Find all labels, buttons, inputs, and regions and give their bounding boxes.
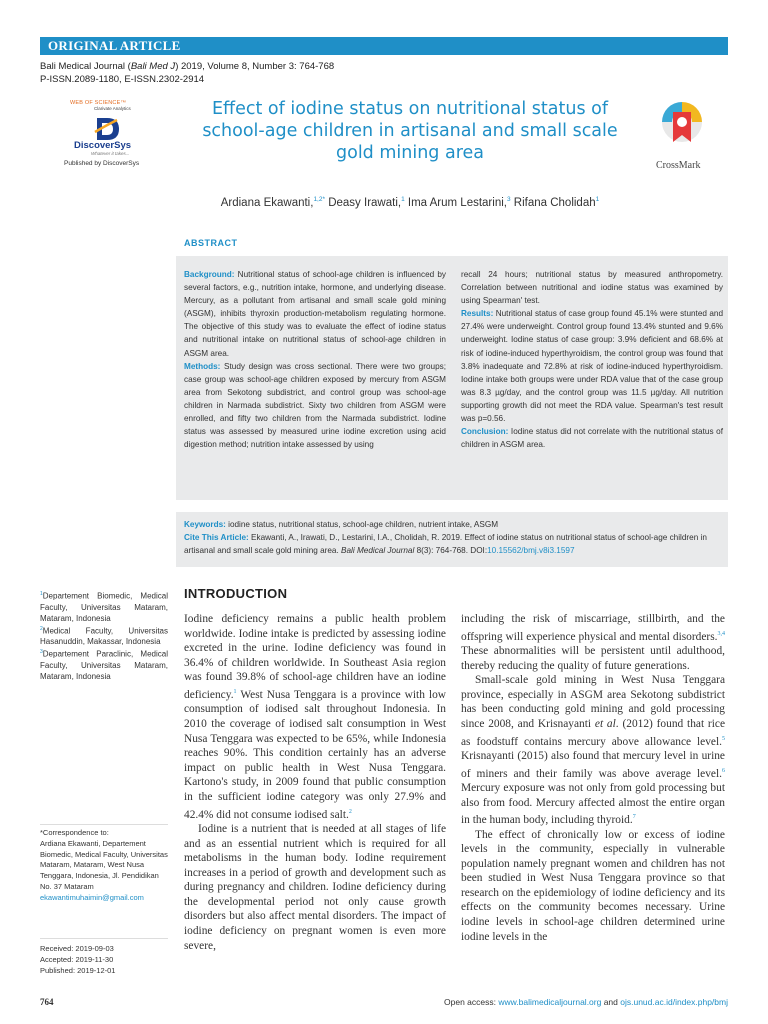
abstract-column-left: Background: Nutritional status of school-age children is influenced by several factors, e.g., nutrition intake, hormone, and underlying disease. Mercury, as a pollutant from artisanal and small scale gold mining (ASGM), inhibits thyroxin production-metabolism regulating hormone. The objective of this study was to evaluate the effect of iodine status and nutritional intake on nutritional status of school-age children in ASGM area. Methods: Study design was cross sectional. There were two groups; case group was school-age children exposed by mercury from ASGM area from Sekotong subdistrict, and control group was school-age children in Narmada subdistrict. Sixty two children from ASGM were enrolled, and fifty two children from the Narmada subdistrict. Iodine status was assessed by measured urine iodine excretion using acid digestion method; nutrition intake assessed by using bbox=[184, 270, 446, 450]
crossmark-icon[interactable] bbox=[660, 98, 704, 156]
section-heading-introduction: INTRODUCTION bbox=[184, 586, 288, 601]
abstract-column-right: recall 24 hours; nutritional status by measured anthropometry. Correlation between nutritional and iodine status was examined by using Spearman' test. Results: Nutritional status of case group found 45.1% were stunted and 27.4% were underweight. Control group found 13.4% stunted and 9.6% underweight. Iodine status of case group: 3.9% deficient and 68.6% at risk of iodine-induced hyperthyroidism, the control group was found that 3.8% inadequate and 72.8% at risk of iodine-induced hyperthyroidism. Iodine intake both groups were under RDA value that of the case group was 8.3 µg/day, and the control group was 11.5 µg/day. All nutrition supporting growth did not meet the RDA value. Spearman's test result was p=0.56. Conclusion: Iodine status did not correlate with the nutritional status of children in ASGM area. bbox=[461, 270, 723, 450]
body-column-left: Iodine deficiency remains a public health problem worldwide. Iodine intake is predicted by assessing iodine excreted in the urine. Iodine deficiency was found in 36.4% of children worldwide. In Southeast Asia region was found 39.8% of school-age children have an iodine deficiency.$^1$ West Nusa Tenggara is a province with low consumption of iodised salt throughout Indonesia. In 2010 the coverage of iodised salt consumption in West Nusa Tenggara was expected to be 65%, while Indonesia reaches 90%. This condition certainly has an adverse impact on public health in West Nusa Tenggara. Kartono's study, in 2009 found that public consumption in the sufficient iodine category was only 27.9% and 42.4% did not consume iodised salt.$^2$ Iodine is a nutrient that is needed at all stages of life and as an essential nutrient which is required for all metabolisms in the human body. Iodine requirement increases in a period of growth and development such as during pregnancy and children. Iodine deficiency during the developmental period not only cause growth disorders but also affect mental disorders. The impact of iodine deficiency on pregnant women is even more severe, bbox=[184, 613, 446, 952]
discoversys-logo-icon bbox=[93, 116, 121, 142]
clarivate-label: Clarivate Analytics bbox=[94, 106, 131, 111]
divider bbox=[40, 938, 168, 939]
page-number: 764 bbox=[40, 997, 54, 1007]
crossmark-label: CrossMark bbox=[656, 160, 701, 171]
article-title: Effect of iodine status on nutritional status of school-age children in artisanal and small scale gold mining area bbox=[202, 99, 618, 163]
divider bbox=[40, 824, 168, 825]
ojs-url-link[interactable]: ojs.unud.ac.id/index.php/bmj bbox=[620, 997, 728, 1007]
keywords-and-citation: Keywords: iodine status, nutritional status, school-age children, nutrient intake, ASGM Cite This Article: Ekawanti, A., Irawati, D., Lestarini, I.A., Cholidah, R. 2019. Effect of iodine status on nutritional status of school-age children in artisanal and small scale gold mining area. Bali Medical Journal 8(3): 764-768. DOI:10.15562/bmj.v8i3.1597 bbox=[184, 520, 707, 556]
discoversys-tagline: Whatever it takes... bbox=[91, 151, 130, 156]
journal-url-link[interactable]: www.balimedicaljournal.org bbox=[498, 997, 602, 1007]
open-access-footer: Open access: www.balimedicaljournal.org and ojs.unud.ac.id/index.php/bmj bbox=[444, 997, 728, 1007]
doi-link[interactable]: 10.15562/bmj.v8i3.1597 bbox=[487, 546, 575, 556]
article-type-banner: ORIGINAL ARTICLE bbox=[40, 37, 728, 55]
journal-info: Bali Medical Journal (Bali Med J) 2019, Volume 8, Number 3: 764-768 P-ISSN.2089-1180, E-ISSN.2302-2914 bbox=[40, 61, 335, 85]
author-list: Ardiana Ekawanti,$^{1,2*}$ Deasy Irawati,$^1$ Ima Arum Lestarini,$^3$ Rifana Cholidah$^1$ bbox=[220, 196, 600, 209]
published-by: Published by DiscoverSys bbox=[64, 160, 140, 167]
discoversys-name: DiscoverSys bbox=[74, 140, 132, 151]
article-dates: Received: 2019-09-03 Accepted: 2019-11-30 Published: 2019-12-01 bbox=[40, 944, 116, 975]
abstract-heading: ABSTRACT bbox=[184, 238, 238, 248]
body-column-right: including the risk of miscarriage, stillbirth, and the offspring will experience physical and mental disorders.$^{3,4}$ These abnormalities will be persistent until adulthood, thereby reducing the quality of future generations. Small-scale gold mining in West Nusa Tenggara province, especially in ASGM area Sekotong subdistrict has been conducting gold mining and gold processing since 2008, and Krisnayanti et al. (2012) found that rice as foodstuff contains mercury above allowance level.$^5$ Krisnayanti (2015) also found that mercury level in urine of miners and their family was above average level.$^6$ Mercury exposure was not only from gold processing but also from food. Mercury affected almost the entire organ in the human body, including thyroid.$^7$ The effect of chronically low or excess of iodine levels in the community, especially in vulnerable population namely pregnant women and children has not been studied in West Nusa Tenggara province so that research on the epidemiology of iodine deficiency and its effects on the community becomes necessary. Urine iodine levels in school-age children determined urine iodine levels in the bbox=[461, 613, 725, 943]
affiliations: $^1$Departement Biomedic, Medical Faculty, Universitas Mataram, Mataram, Indonesia $^2$Medical Faculty, Universitas Hasanuddin, Makassar, Indonesia $^3$Departement Paraclinic, Medical Faculty, Universitas Mataram, Mataram, Indonesia bbox=[40, 591, 168, 681]
email-link[interactable]: ekawantimuhaimin@gmail.com bbox=[40, 892, 144, 902]
web-of-science-logo: WEB OF SCIENCE™ bbox=[70, 100, 127, 106]
correspondence: *Correspondence to: Ardiana Ekawanti, Departement Biomedic, Medical Faculty, Universitas Mataram, Mataram, West Nusa Tenggara, Indonesia, Jl. Pendidikan No. 37 Mataram ekawantimuhaimin@gmail.com bbox=[40, 828, 168, 902]
